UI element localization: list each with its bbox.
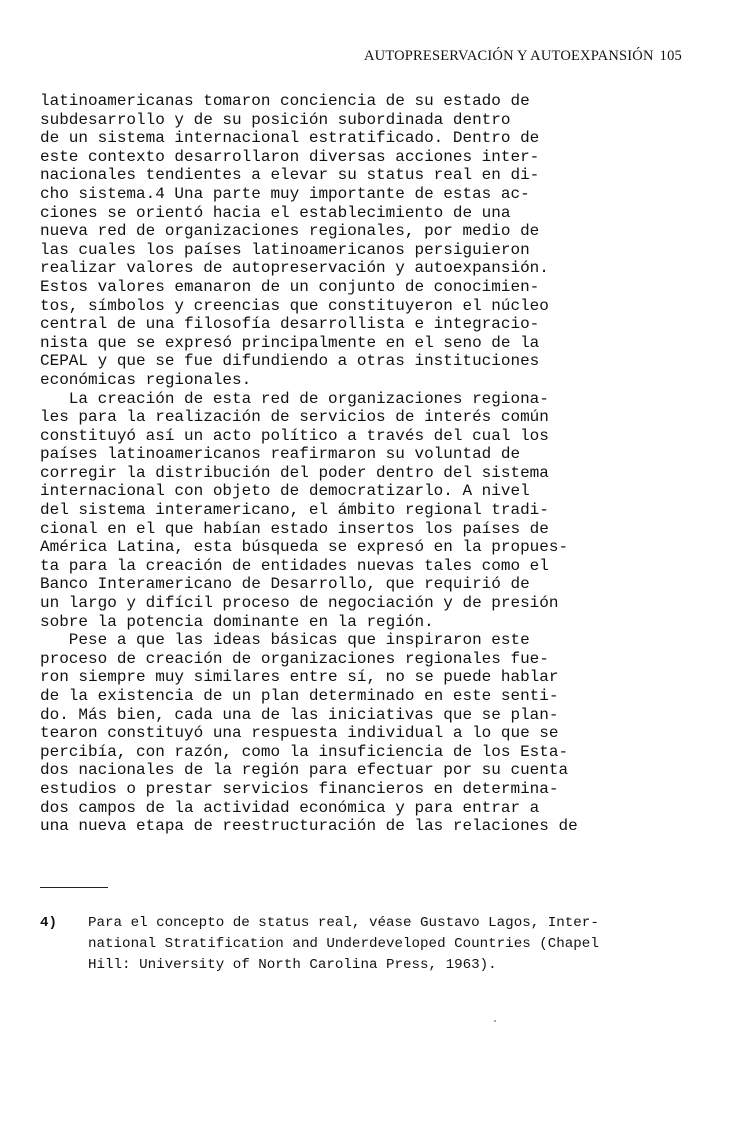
text-line: central de una filosofía desarrollista e integracio- — [40, 315, 540, 334]
text-line: de un sistema internacional estratificado. Dentro de — [40, 129, 540, 148]
body-text — [40, 92, 690, 836]
text-line: América Latina, esta búsqueda se expresó en la propues- — [40, 538, 569, 557]
text-line: La creación de esta red de organizaciones regiona- — [40, 389, 549, 408]
running-header — [40, 48, 682, 65]
text-line: dos nacionales de la región para efectuar por su cuenta — [40, 761, 569, 780]
footnote-line — [40, 934, 690, 955]
text-line: nacionales tendientes a elevar su status real en di- — [40, 166, 540, 185]
page-number: 105 — [659, 48, 682, 64]
footnote-text: Hill: University of North Carolina Press, 1963). — [88, 957, 497, 973]
footnote-number: 4) — [40, 915, 58, 931]
footnote-text: national Stratification and Underdeveloped Countries (Chapel — [88, 936, 599, 952]
text-line: corregir la distribución del poder dentro del sistema — [40, 463, 549, 482]
text-line: latinoamericanas tomaron conciencia de su estado de — [40, 92, 530, 110]
text-line: nista que se expresó principalmente en el seno de la — [40, 333, 540, 352]
text-line: do. Más bien, cada una de las iniciativas que se plan- — [40, 705, 559, 724]
text-line: tos, símbolos y creencias que constituyeron el núcleo — [40, 296, 549, 315]
text-line: ron siempre muy similares entre sí, no se puede hablar — [40, 668, 559, 687]
text-line: nueva red de organizaciones regionales, por medio de — [40, 222, 540, 241]
text-line: subdesarrollo y de su posición subordinada dentro — [40, 110, 511, 129]
text-line: internacional con objeto de democratizarlo. A nivel — [40, 482, 530, 501]
running-title: AUTOPRESERVACIÓN Y AUTOEXPANSIÓN — [363, 48, 654, 64]
scan-speck — [494, 1020, 496, 1022]
text-line: percibía, con razón, como la insuficiencia de los Esta- — [40, 742, 569, 761]
text-line: países latinoamericanos reafirmaron su voluntad de — [40, 445, 521, 464]
text-line: realizar valores de autopreservación y autoexpansión. — [40, 259, 549, 278]
text-line: las cuales los países latinoamericanos persiguieron — [40, 240, 530, 259]
text-line: cho sistema.4 Una parte muy importante de estas ac- — [40, 184, 530, 203]
text-line: proceso de creación de organizaciones regionales fue- — [40, 649, 549, 668]
text-line: estudios o prestar servicios financieros en determina- — [40, 779, 559, 798]
footnote-text: Para el concepto de status real, véase Gustavo Lagos, Inter- — [88, 915, 599, 931]
text-line: de la existencia de un plan determinado en este senti- — [40, 687, 559, 705]
footnote-separator — [40, 887, 108, 888]
text-line: cional en el que habían estado insertos los países de — [40, 519, 549, 538]
footnote-line — [40, 913, 690, 934]
text-line: este contexto desarrollaron diversas acciones inter- — [40, 147, 540, 166]
text-line: Pese a que las ideas básicas que inspiraron este — [40, 631, 530, 650]
text-line: tearon constituyó una respuesta individual a lo que se — [40, 724, 559, 743]
footnote-line — [40, 955, 690, 976]
text-line: una nueva etapa de reestructuración de las relaciones de — [40, 817, 578, 836]
text-line: sobre la potencia dominante en la región. — [40, 612, 434, 631]
text-line: CEPAL y que se fue difundiendo a otras instituciones — [40, 352, 540, 371]
text-line: ciones se orientó hacia el establecimiento de una — [40, 203, 511, 222]
text-line: les para la realización de servicios de interés común — [40, 408, 549, 427]
text-line: dos campos de la actividad económica y para entrar a — [40, 798, 540, 817]
text-line: Banco Interamericano de Desarrollo, que requirió de — [40, 575, 530, 594]
text-line: del sistema interamericano, el ámbito regional tradi- — [40, 501, 549, 520]
text-line: Estos valores emanaron de un conjunto de conocimien- — [40, 277, 540, 296]
text-line: constituyó así un acto político a través del cual los — [40, 426, 549, 445]
text-line: ta para la creación de entidades nuevas tales como el — [40, 556, 549, 575]
text-line: económicas regionales. — [40, 370, 252, 389]
text-line: un largo y difícil proceso de negociación y de presión — [40, 594, 559, 613]
footnote — [40, 913, 690, 976]
